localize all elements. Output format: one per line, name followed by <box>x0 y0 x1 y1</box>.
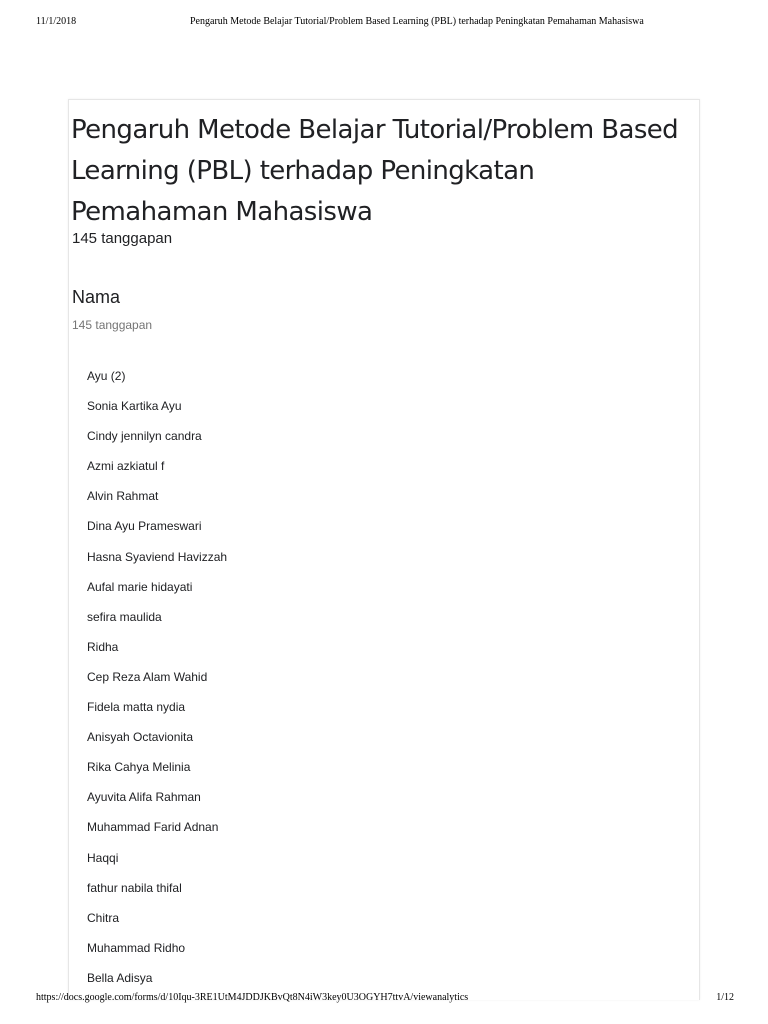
answer-item: Chitra <box>87 910 120 925</box>
answer-item: Fidela matta nydia <box>87 700 186 715</box>
answer-item: Anisyah Octavionita <box>87 730 194 745</box>
answer-item: Cindy jennilyn candra <box>87 429 202 444</box>
answer-item: Ridha <box>87 639 119 654</box>
form-title: Pengaruh Metode Belajar Tutorial/Problem Based Learning (PBL) terhadap Peningkatan Pemahaman Mahasiswa <box>71 115 679 227</box>
answer-item: Haqqi <box>87 850 119 865</box>
answer-item: Muhammad Farid Adnan <box>87 820 219 835</box>
question-title: Nama <box>72 287 121 307</box>
print-date: 11/1/2018 <box>36 16 77 27</box>
print-header <box>0 16 768 30</box>
answer-item: Cep Reza Alam Wahid <box>87 669 208 684</box>
answer-item: Hasna Syaviend Havizzah <box>87 549 228 564</box>
answer-item: Bella Adisya <box>87 970 153 985</box>
page-number: 1/12 <box>716 992 734 1003</box>
answer-item: Azmi azkiatul f <box>87 459 165 474</box>
answer-item: Muhammad Ridho <box>87 940 186 955</box>
answer-list <box>87 367 227 999</box>
answer-item: fathur nabila thifal <box>87 880 182 895</box>
answer-item: Ayuvita Alifa Rahman <box>87 790 201 805</box>
print-header-title: Pengaruh Metode Belajar Tutorial/Problem Based Learning (PBL) terhadap Peningkatan Pemahaman Mahasiswa <box>190 16 644 27</box>
page-url: https://docs.google.com/forms/d/10Iqu-3RE1UtM4JDDJKBvQt8N4iW3key0U3OGYH7ttvA/viewanalytics <box>36 992 469 1003</box>
answer-item: Ayu (2) <box>87 369 126 383</box>
print-footer <box>0 992 768 1006</box>
response-total: 145 tanggapan <box>72 230 173 247</box>
answer-item: Alvin Rahmat <box>87 489 159 504</box>
answer-item: Aufal marie hidayati <box>87 579 193 594</box>
form-summary-card <box>68 99 700 1000</box>
answer-item: Rika Cahya Melinia <box>87 760 191 775</box>
question-response-count: 145 tanggapan <box>72 318 153 332</box>
answer-item: Dina Ayu Prameswari <box>87 519 202 534</box>
answer-item: Sonia Kartika Ayu <box>87 399 182 414</box>
answer-item: sefira maulida <box>87 609 162 624</box>
